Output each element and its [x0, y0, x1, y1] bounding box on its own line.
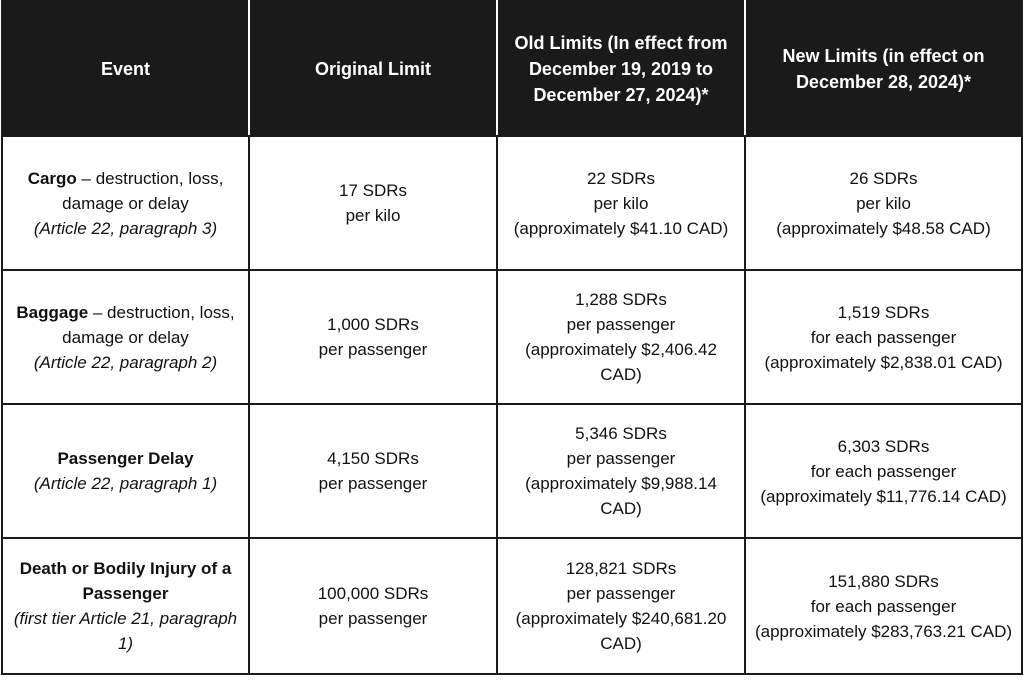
header-new-limits: New Limits (in effect on December 28, 2024)* [745, 1, 1022, 136]
header-row [2, 1, 1022, 136]
limit-cad-equivalent: (approximately $48.58 CAD) [776, 218, 991, 238]
header-event: Event [2, 1, 249, 136]
event-cell [2, 538, 249, 674]
limit-unit: per passenger [566, 584, 676, 603]
limit-unit: for each passenger [810, 596, 957, 616]
new-limit-cell [745, 270, 1022, 404]
header-old-limits: Old Limits (In effect from December 19, 2019 to December 27, 2024)* [497, 1, 745, 136]
event-reference: (Article 22, paragraph 3) [33, 218, 218, 238]
event-description: – destruction, loss, damage or delay [62, 168, 224, 213]
liability-limits-table [1, 0, 1023, 675]
limit-amount: 22 SDRs [586, 168, 656, 188]
limit-unit: per passenger [318, 340, 428, 359]
event-reference: (Article 22, paragraph 2) [33, 352, 218, 372]
table-row [2, 538, 1022, 674]
original-limit-cell [249, 270, 497, 404]
event-cell [2, 404, 249, 538]
limit-cad-equivalent: (approximately $41.10 CAD) [513, 218, 729, 238]
table-row [2, 136, 1022, 270]
limit-unit: for each passenger [810, 461, 957, 481]
original-limit-cell [249, 538, 497, 674]
table-row [2, 270, 1022, 404]
limit-unit: per kilo [856, 193, 911, 213]
event-reference: (Article 22, paragraph 1) [33, 474, 218, 493]
limit-unit: per passenger [318, 474, 428, 493]
event-cell [2, 136, 249, 270]
limit-amount: 4,150 SDRs [327, 449, 419, 468]
limit-amount: 1,000 SDRs [327, 315, 419, 334]
limit-amount: 128,821 SDRs [565, 559, 677, 578]
limit-unit: per passenger [566, 449, 676, 468]
table-row [2, 404, 1022, 538]
limit-cad-equivalent: (approximately $9,988.14 CAD) [525, 474, 717, 518]
new-limit-cell [745, 404, 1022, 538]
limit-amount: 151,880 SDRs [828, 571, 939, 591]
limit-amount: 1,519 SDRs [837, 302, 930, 322]
limit-unit: for each passenger [810, 327, 957, 347]
limit-cad-equivalent: (approximately $11,776.14 CAD) [760, 486, 1007, 506]
limit-cad-equivalent: (approximately $2,838.01 CAD) [764, 352, 1003, 372]
header-original-limit: Original Limit [249, 1, 497, 136]
event-title: Death or Bodily Injury of a Passenger [19, 559, 232, 603]
limit-cad-equivalent: (approximately $283,763.21 CAD) [754, 621, 1013, 641]
old-limit-cell [497, 136, 745, 270]
old-limit-cell [497, 270, 745, 404]
limit-cad-equivalent: (approximately $240,681.20 CAD) [515, 609, 727, 653]
event-reference: (first tier Article 21, paragraph 1) [13, 609, 238, 653]
event-description: – destruction, loss, damage or delay [62, 302, 235, 347]
limit-amount: 6,303 SDRs [837, 436, 930, 456]
limit-amount: 1,288 SDRs [575, 290, 667, 309]
limit-unit: per kilo [593, 193, 649, 213]
limit-cad-equivalent: (approximately $2,406.42 CAD) [525, 340, 717, 384]
old-limit-cell [497, 404, 745, 538]
original-limit-cell [249, 136, 497, 270]
old-limit-cell [497, 538, 745, 674]
limit-unit: per passenger [318, 609, 428, 628]
new-limit-cell [745, 538, 1022, 674]
limit-amount: 100,000 SDRs [317, 584, 429, 603]
limit-amount: 5,346 SDRs [575, 424, 667, 443]
new-limit-cell [745, 136, 1022, 270]
limit-unit: per passenger [566, 315, 676, 334]
event-title: Cargo [27, 168, 77, 188]
original-limit-cell [249, 404, 497, 538]
event-title: Passenger Delay [57, 449, 194, 468]
event-title: Baggage [16, 302, 89, 322]
event-cell [2, 270, 249, 404]
limit-amount: 17 SDRs [338, 181, 408, 200]
limit-amount: 26 SDRs [849, 168, 918, 188]
limit-unit: per kilo [345, 206, 401, 225]
